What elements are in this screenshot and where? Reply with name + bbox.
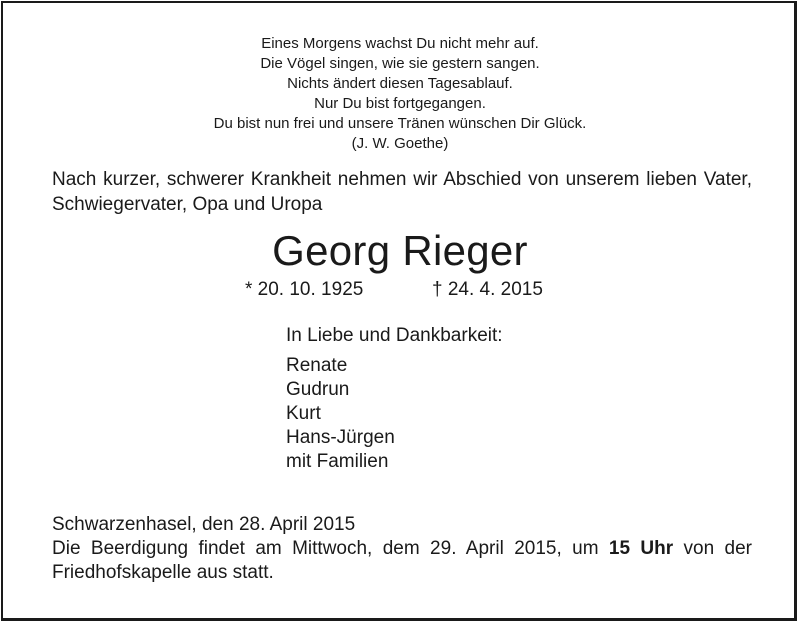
deceased-name: Georg Rieger xyxy=(272,227,528,274)
poem-line: Nichts ändert diesen Tagesablauf. xyxy=(287,75,513,92)
funeral-text-end: von der Friedhofskapelle aus statt. xyxy=(52,538,753,583)
poem-line: Du bist nun frei und unsere Tränen wünschen Dir Glück. xyxy=(213,115,587,132)
mourner-name: mit Familien xyxy=(286,451,389,472)
poem-line: Die Vögel singen, wie sie gestern sangen. xyxy=(260,55,540,72)
poem-line: Nur Du bist fortgegangen. xyxy=(314,95,486,112)
mourners-list xyxy=(286,324,503,474)
poem xyxy=(0,34,800,154)
place-date: Schwarzenhasel, den 28. April 2015 xyxy=(52,514,356,535)
birth-date: * 20. 10. 1925 xyxy=(245,279,364,300)
poem-author: (J. W. Goethe) xyxy=(351,135,449,152)
footer xyxy=(52,513,752,585)
life-dates xyxy=(0,278,800,302)
mourner-name: Gudrun xyxy=(286,379,350,400)
mourner-name: Renate xyxy=(286,355,348,376)
funeral-text: Die Beerdigung findet am Mittwoch, dem 29. April 2015, um xyxy=(52,538,609,559)
poem-line: Eines Morgens wachst Du nicht mehr auf. xyxy=(261,35,539,52)
mourners-heading: In Liebe und Dankbarkeit: xyxy=(286,325,503,346)
funeral-info xyxy=(52,537,752,585)
death-date: † 24. 4. 2015 xyxy=(432,279,543,300)
mourner-name: Hans-Jürgen xyxy=(286,427,395,448)
funeral-time: 15 Uhr xyxy=(608,538,674,559)
intro-text: Nach kurzer, schwerer Krankheit nehmen wir Abschied von unserem lieben Vater, Schwiegervater, Opa und Uropa xyxy=(52,169,752,215)
mourner-name: Kurt xyxy=(286,403,321,424)
